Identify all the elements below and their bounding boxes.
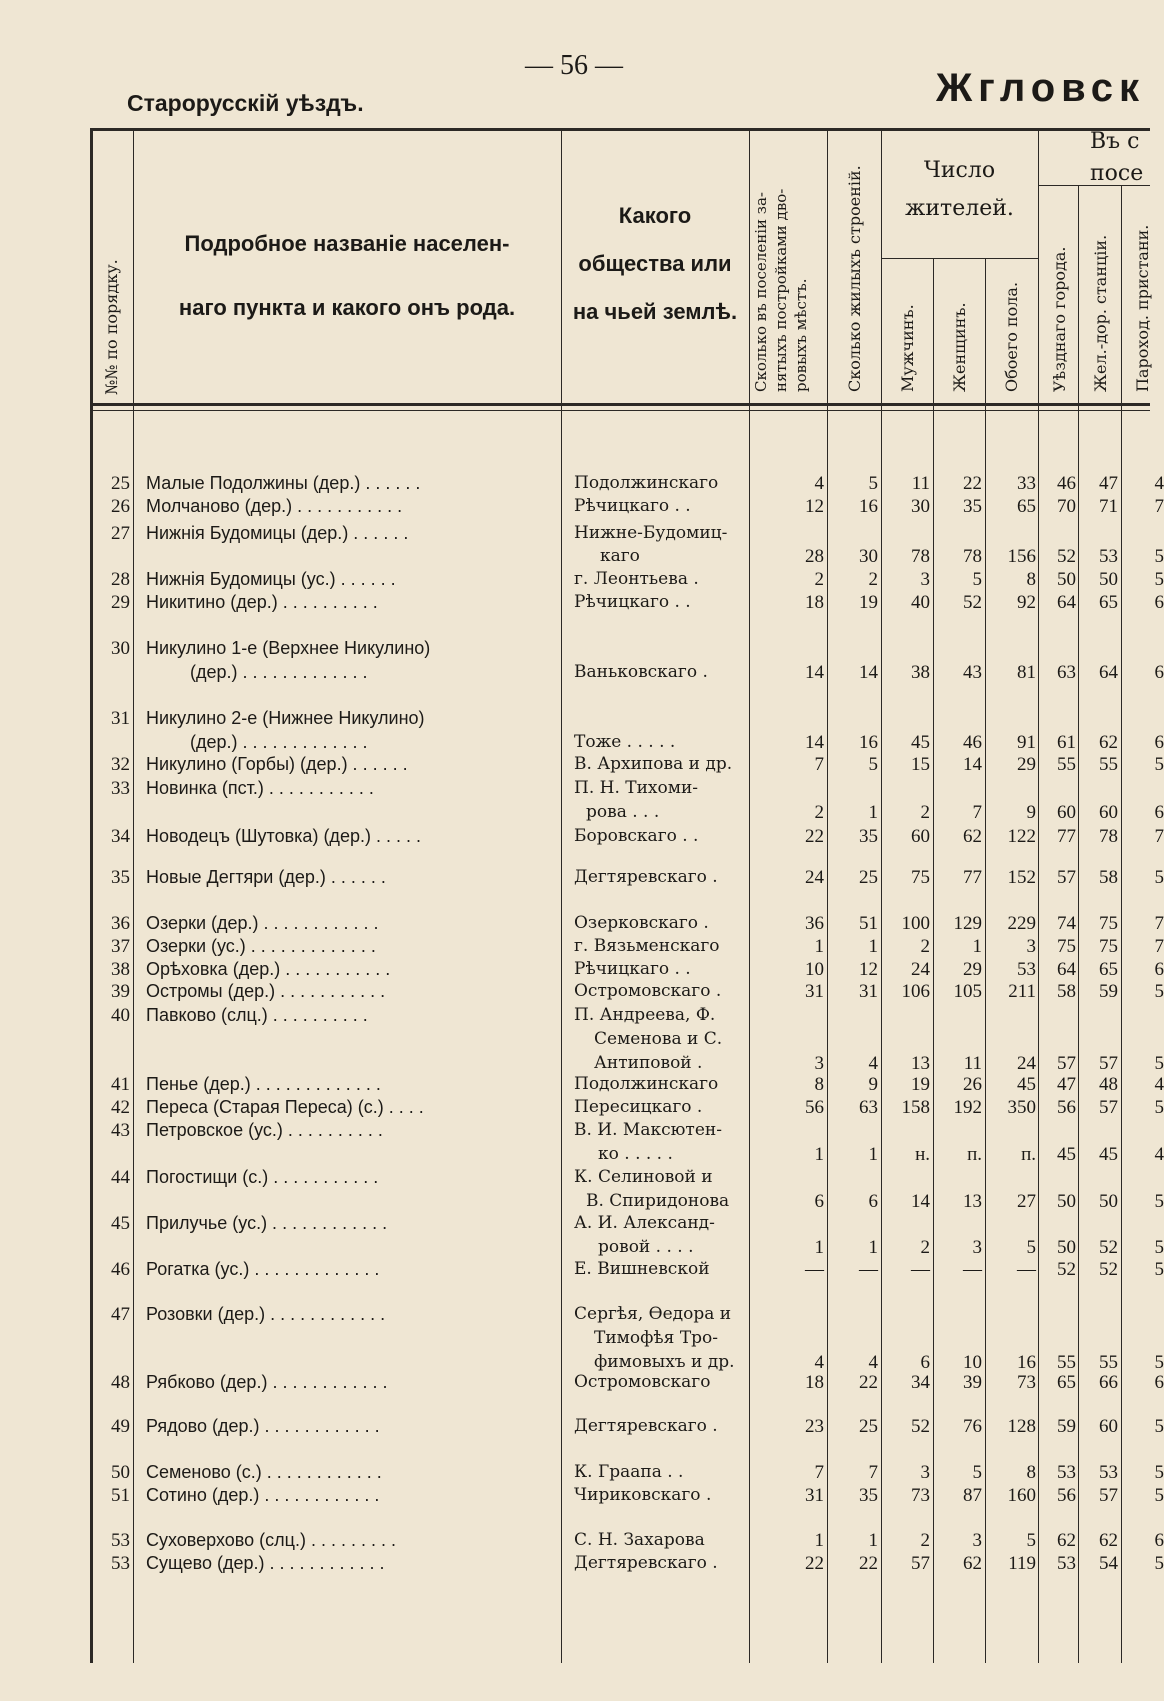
col-header-stanciya: Жел.-дор. станціи. (1091, 234, 1110, 392)
col-header-stroeniya: Сколько жилыхъ строеній. (845, 165, 864, 392)
section-title: Жгловск (936, 66, 1145, 110)
col-header-zhen: Женщинъ. (950, 302, 969, 392)
col-header-no: №№ по порядку. (102, 259, 121, 395)
page-number: — 56 — (525, 50, 623, 81)
col-header-pristan: Пароход. пристани. (1133, 224, 1152, 392)
district-title: Старорусскій уѣздъ. (127, 90, 364, 116)
col-header-zhiteli: Число жителей. (905, 158, 1014, 221)
col-header-name: Подробное названіе населен- наго пункта и какого онъ рода. (178, 231, 516, 320)
col-header-muzh: Мужчинъ. (898, 304, 917, 392)
col-header-owner: Какого общества или на чьей землѣ. (572, 203, 738, 324)
col-header-distance: Въ с посе (1090, 129, 1144, 186)
col-header-gorod: Уѣзднаго города. (1050, 246, 1069, 392)
col-header-oboego: Обоего пола. (1002, 281, 1021, 392)
